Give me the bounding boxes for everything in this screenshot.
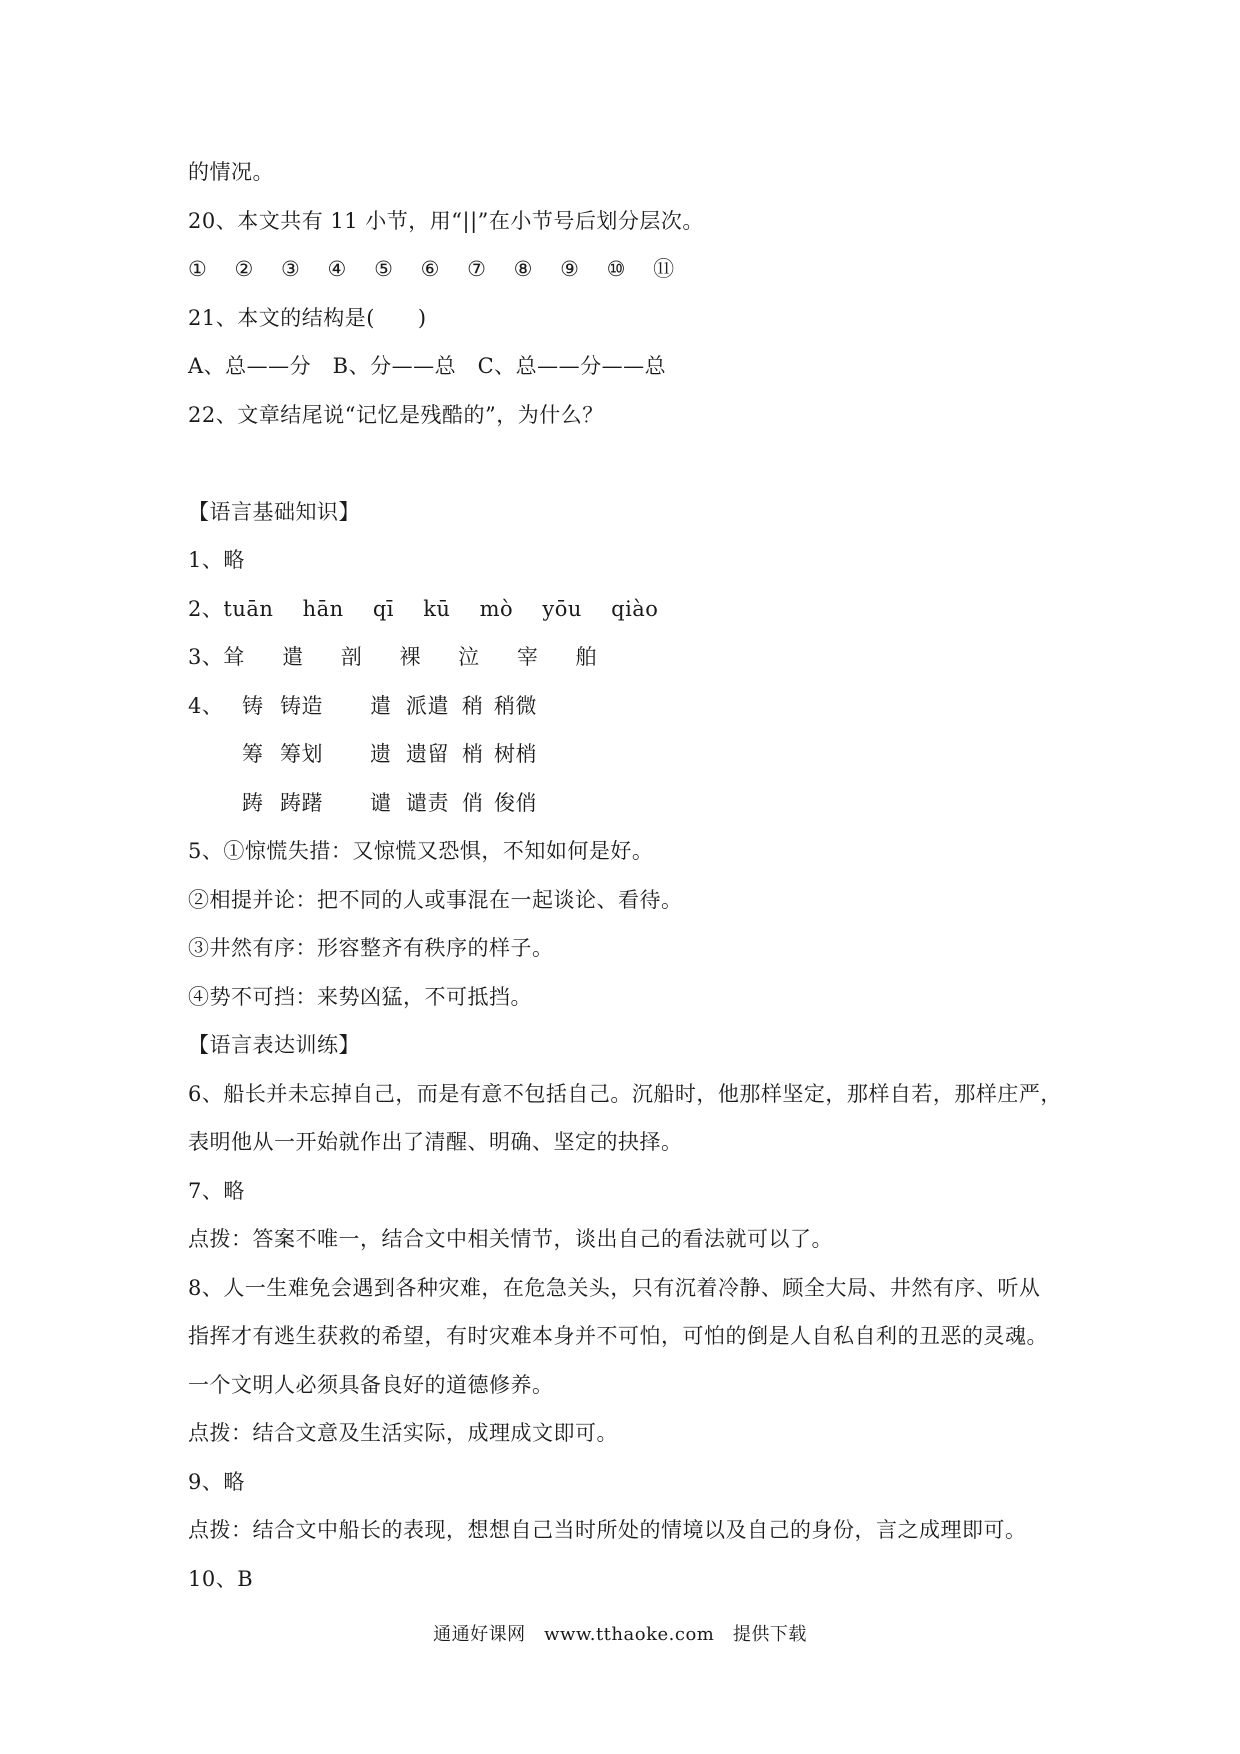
char-cell: 俏: [462, 790, 484, 815]
answer-7: 7、略: [188, 1178, 245, 1203]
section-header-expression: 【语言表达训练】: [188, 1033, 360, 1057]
question-21: 21、本文的结构是( ): [188, 305, 427, 330]
char-cell: 谴: [370, 790, 392, 815]
answer-8-line: 指挥才有逃生获救的希望，有时灾难本身并不可怕，可怕的倒是人自私自利的丑恶的灵魂。: [188, 1324, 1048, 1348]
char-cell: 稍: [462, 693, 484, 718]
circled-number: ⑪: [653, 257, 675, 281]
answer-number: 3、: [188, 645, 224, 669]
char-cell: 遣: [370, 693, 392, 718]
char-item: 耸: [223, 645, 245, 669]
word-cell: 铸造: [280, 693, 323, 718]
word-cell: 俊俏: [494, 790, 537, 815]
pinyin-item: qī: [372, 596, 395, 621]
answer-2: [188, 585, 1068, 634]
pinyin-item: mò: [479, 596, 514, 621]
circled-number: ⑨: [560, 257, 580, 281]
answer-8-hint: 点拨：结合文意及生活实际，成理成文即可。: [188, 1421, 618, 1445]
word-cell: 稍微: [494, 693, 537, 718]
char-item: 舶: [575, 645, 597, 669]
char-item: 遣: [282, 645, 304, 669]
word-cell: 树梢: [494, 742, 537, 766]
char-cell: 踌: [242, 790, 264, 815]
char-item: 泣: [458, 645, 480, 669]
answer-5-item: ④势不可挡：来势凶猛，不可抵挡。: [188, 984, 532, 1009]
word-cell: 遗留: [406, 742, 449, 766]
answer-9-hint: 点拨：结合文中船长的表现，想想自己当时所处的情境以及自己的身份，言之成理即可。: [188, 1518, 1027, 1542]
answer-7-hint: 点拨：答案不唯一，结合文中相关情节，谈出自己的看法就可以了。: [188, 1227, 833, 1251]
word-cell: 筹划: [280, 742, 323, 766]
answer-4-row: [188, 779, 1068, 828]
answer-3: [188, 633, 1068, 682]
answer-8-line: 一个文明人必须具备良好的道德修养。: [188, 1372, 554, 1397]
text-line: 的情况。: [188, 160, 274, 184]
circled-number: ⑩: [606, 257, 626, 281]
circled-number-row: [188, 245, 1068, 294]
answer-6-line: 6、船长并未忘掉自己，而是有意不包括自己。沉船时，他那样坚定，那样自若，那样庄严，: [188, 1081, 1062, 1106]
char-item: 裸: [399, 645, 421, 669]
pinyin-item: qiào: [611, 596, 659, 621]
circled-number: ⑤: [374, 257, 394, 281]
word-cell: 派遣: [406, 693, 449, 718]
char-cell: 遗: [370, 742, 392, 766]
answer-1: 1、略: [188, 548, 245, 572]
answer-4-row: [188, 682, 1068, 731]
blank-line: [188, 439, 1068, 488]
answer-number: 4、: [188, 693, 224, 718]
answer-5-item: ③井然有序：形容整齐有秩序的样子。: [188, 936, 554, 960]
circled-number: ⑧: [513, 257, 533, 281]
answer-6-line: 表明他从一开始就作出了清醒、明确、坚定的抉择。: [188, 1130, 683, 1154]
char-item: 剖: [340, 645, 363, 669]
pinyin-item: yōu: [542, 596, 582, 621]
page-footer: 通通好课网 www.tthaoke.com 提供下载: [433, 1624, 807, 1645]
pinyin-item: hān: [302, 596, 344, 621]
circled-number: ⑦: [467, 257, 487, 281]
section-header-basics: 【语言基础知识】: [188, 499, 360, 524]
answer-10: 10、B: [188, 1566, 254, 1591]
answer-9: 9、略: [188, 1469, 245, 1494]
question-20: 20、本文共有 11 小节，用“||”在小节号后划分层次。: [188, 208, 704, 233]
circled-number: ④: [327, 257, 347, 281]
word-cell: 踌躇: [280, 790, 323, 815]
question-21-options: A、总——分 B、分——总 C、总——分——总: [188, 354, 667, 378]
answer-5-item: 5、①惊慌失措：又惊慌又恐惧，不知如何是好。: [188, 839, 654, 863]
char-cell: 梢: [462, 742, 484, 766]
char-cell: 筹: [242, 742, 264, 766]
pinyin-item: tuān: [223, 596, 274, 621]
answer-number: 2、: [188, 596, 224, 621]
circled-number: ②: [234, 257, 254, 281]
circled-number: ③: [281, 257, 301, 281]
question-22: 22、文章结尾说“记忆是残酷的”，为什么？: [188, 402, 604, 427]
word-cell: 谴责: [406, 790, 449, 815]
answer-8-line: 8、人一生难免会遇到各种灾难，在危急关头，只有沉着冷静、顾全大局、井然有序、听从: [188, 1275, 1041, 1300]
circled-number: ⑥: [420, 257, 440, 281]
circled-number: ①: [188, 257, 208, 281]
answer-5-item: ②相提并论：把不同的人或事混在一起谈论、看待。: [188, 887, 683, 912]
pinyin-item: kū: [423, 596, 451, 621]
char-item: 宰: [516, 645, 539, 669]
char-cell: 铸: [242, 693, 264, 718]
answer-4-row: [188, 730, 1068, 779]
page-content: [188, 148, 1068, 1603]
